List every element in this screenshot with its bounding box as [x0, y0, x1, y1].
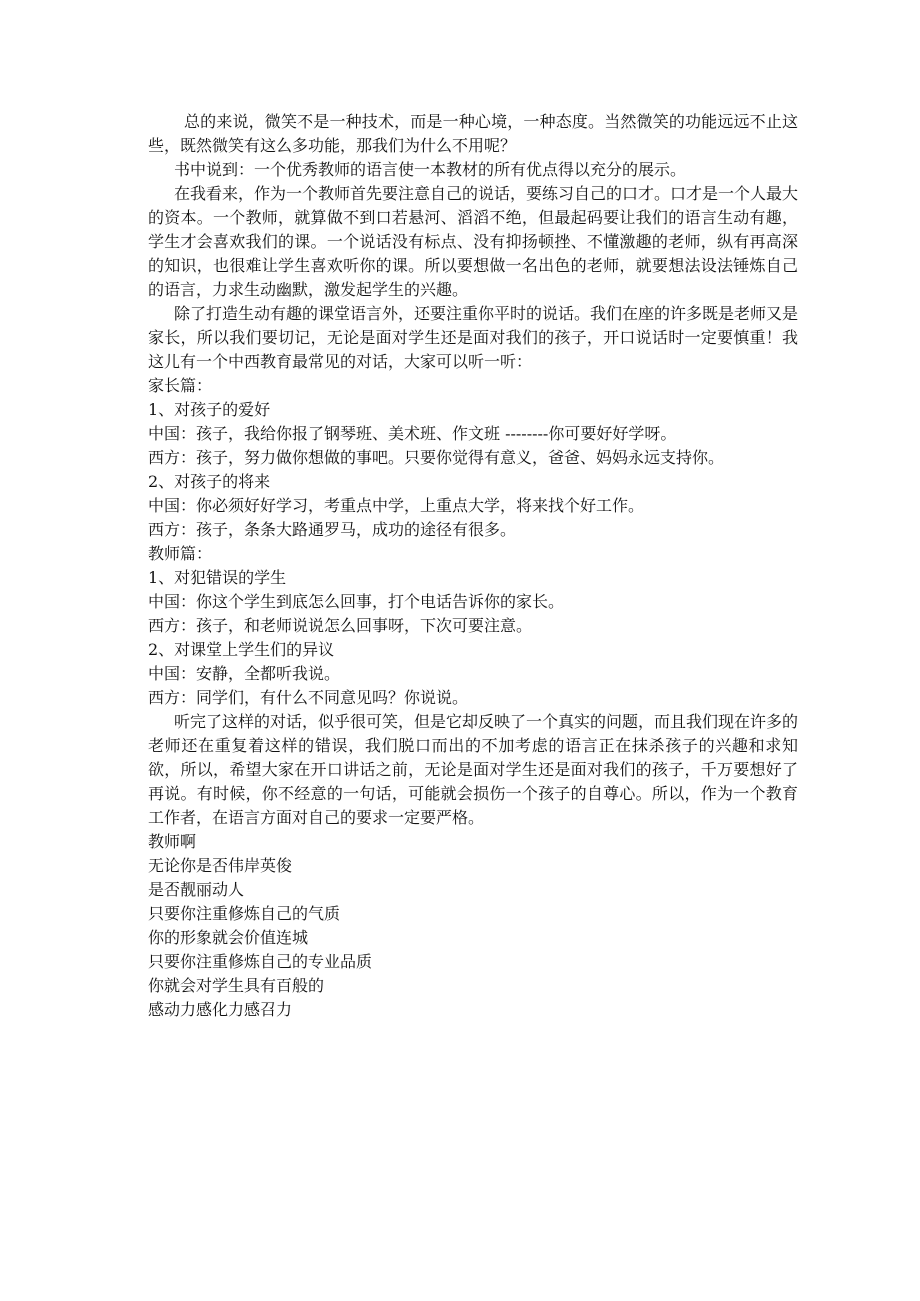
paragraph-conclusion: 听完了这样的对话，似乎很可笑，但是它却反映了一个真实的问题，而且我们现在许多的老师还在重复着这样的错误，我们脱口而出的不加考虑的语言正在抹杀孩子的兴趣和求知欲，所以，希望大家在开口讲话之前，无论是面对学生还是面对我们的孩子，千万要想好了再说。有时候，你不经意的一句话，可能就会损伤一个孩子的自尊心。所以，作为一个教育工作者，在语言方面对自己的要求一定要严格。	[148, 712, 799, 827]
poem-line: 是否靓丽动人	[148, 880, 245, 899]
teacher-item-1-china: 中国：你这个学生到底怎么回事，打个电话告诉你的家长。	[148, 592, 565, 611]
teacher-item-2-west: 西方：同学们，有什么不同意见吗？你说说。	[148, 688, 469, 707]
parent-item-2-title: 2、对孩子的将来	[148, 472, 271, 491]
parent-item-1-china: 中国：孩子，我给你报了钢琴班、美术班、作文班 --------你可要好好学呀。	[148, 424, 677, 443]
parent-item-1-title: 1、对孩子的爱好	[148, 400, 271, 419]
poem-line: 只要你注重修炼自己的专业品质	[148, 952, 373, 971]
poem-line: 感动力感化力感召力	[148, 1000, 293, 1019]
teacher-item-2-title: 2、对课堂上学生们的异议	[148, 640, 335, 659]
document-page	[148, 110, 798, 1022]
poem-line: 你的形象就会价值连城	[148, 928, 309, 947]
parent-section-heading: 家长篇：	[148, 376, 213, 395]
parent-item-2-china: 中国：你必须好好学习，考重点中学，上重点大学，将来找个好工作。	[148, 496, 645, 515]
teacher-item-1-title: 1、对犯错误的学生	[148, 568, 287, 587]
paragraph-smile: 总的来说，微笑不是一种技术，而是一种心境，一种态度。当然微笑的功能远远不止这些，既然微笑有这么多功能，那我们为什么不用呢？	[148, 112, 798, 155]
paragraph-book-quote: 书中说到：一个优秀教师的语言使一本教材的所有优点得以充分的展示。	[174, 160, 687, 179]
poem-line: 教师啊	[148, 832, 197, 851]
poem-line: 无论你是否伟岸英俊	[148, 856, 293, 875]
teacher-section-heading: 教师篇：	[148, 544, 213, 563]
paragraph-eloquence: 在我看来，作为一个教师首先要注意自己的说话，要练习自己的口才。口才是一个人最大的资本。一个教师，就算做不到口若悬河、滔滔不绝，但最起码要让我们的语言生动有趣，学生才会喜欢我们的课。一个说话没有标点、没有抑扬顿挫、不懂激趣的老师，纵有再高深的知识，也很难让学生喜欢听你的课。所以要想做一名出色的老师，就要想法设法锤炼自己的语言，力求生动幽默，激发起学生的兴趣。	[148, 184, 799, 299]
parent-item-2-west: 西方：孩子，条条大路通罗马，成功的途径有很多。	[148, 520, 517, 539]
parent-item-1-west: 西方：孩子，努力做你想做的事吧。只要你觉得有意义，爸爸、妈妈永远支持你。	[148, 448, 725, 467]
paragraph-daily-speech: 除了打造生动有趣的课堂语言外，还要注重你平时的说话。我们在座的许多既是老师又是家长，所以我们要切记，无论是面对学生还是面对我们的孩子，开口说话时一定要慎重！我这儿有一个中西教育最常见的对话，大家可以听一听：	[148, 304, 799, 371]
poem-line: 你就会对学生具有百般的	[148, 976, 325, 995]
poem-line: 只要你注重修炼自己的气质	[148, 904, 341, 923]
teacher-item-2-china: 中国：安静，全都听我说。	[148, 664, 341, 683]
teacher-item-1-west: 西方：孩子，和老师说说怎么回事呀，下次可要注意。	[148, 616, 533, 635]
